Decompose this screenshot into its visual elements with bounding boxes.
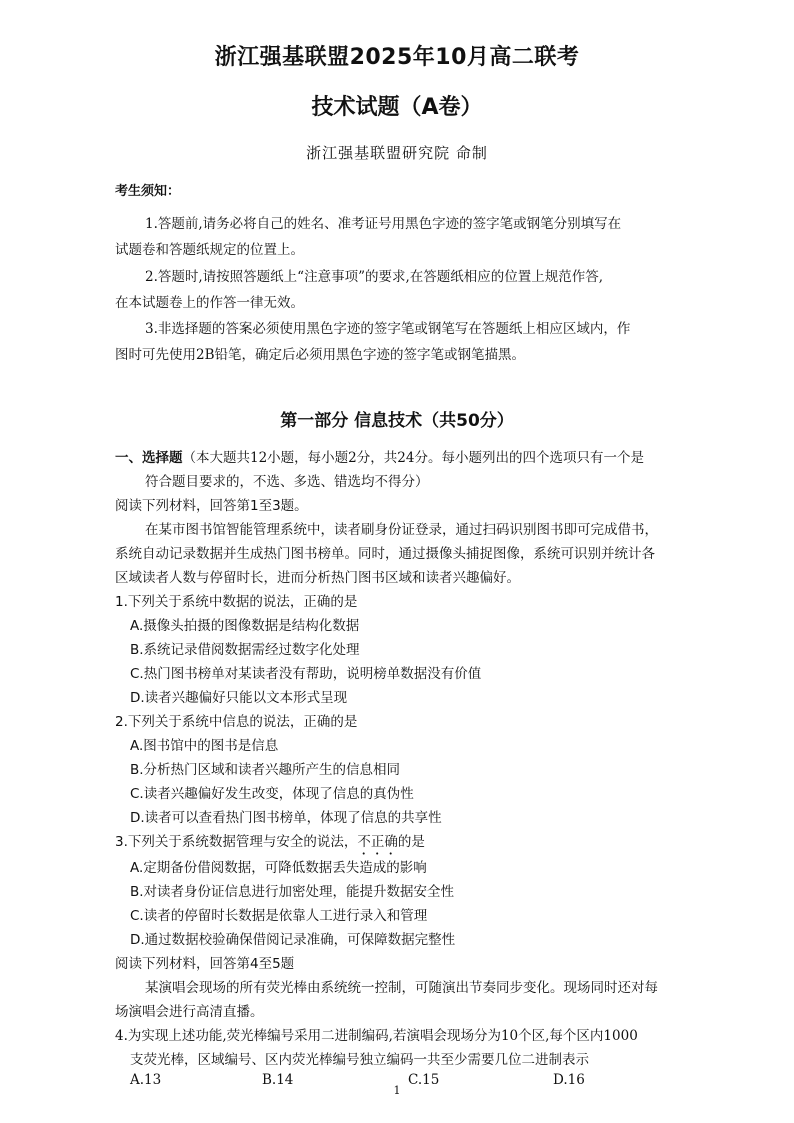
q4-option-c: C.15 <box>408 1072 440 1088</box>
q2-option-d: D.读者可以查看热门图书榜单，体现了信息的共享性 <box>130 810 442 826</box>
q4-stem: 4.为实现上述功能,荧光棒编号采用二进制编码,若演唱会现场分为10个区,每个区内1000 <box>115 1028 638 1044</box>
material1-line: 区域读者人数与停留时长，进而分析热门图书区域和读者兴趣偏好。 <box>115 570 520 586</box>
q1-option-a: A.摄像头拍摄的图像数据是结构化数据 <box>130 618 360 634</box>
q1-option-d: D.读者兴趣偏好只能以文本形式呈现 <box>130 690 348 706</box>
page-number: 1 <box>393 1084 401 1097</box>
notice-line: 图时可先使用2B铅笔，确定后必须用黑色字迹的签字笔或钢笔描黑。 <box>115 347 526 363</box>
q3-stem-pre: 3.下列关于系统数据管理与安全的说法， <box>115 834 358 850</box>
material2-intro: 阅读下列材料，回答第4至5题 <box>115 956 295 972</box>
material2-line: 场演唱会进行高清直播。 <box>115 1004 264 1020</box>
q4-option-d: D.16 <box>553 1072 585 1088</box>
part1-heading: 一、选择题 <box>115 450 183 466</box>
part1-heading-line <box>115 446 644 466</box>
q2-option-a: A.图书馆中的图书是信息 <box>130 738 279 754</box>
notice-line: 2.答题时,请按照答题纸上“注意事项”的要求,在答题纸相应的位置上规范作答, <box>145 269 604 285</box>
q4-option-a: A.13 <box>130 1072 162 1088</box>
q3-stem-emphasis: 不正确 <box>357 834 398 850</box>
q3-option-c: C.读者的停留时长数据是依靠人工进行录入和管理 <box>130 908 428 924</box>
q2-option-b: B.分析热门区域和读者兴趣所产生的信息相同 <box>130 762 401 778</box>
material1-line: 系统自动记录数据并生成热门图书榜单。同时，通过摄像头捕捉图像，系统可识别并统计各 <box>115 546 655 562</box>
q1-option-c: C.热门图书榜单对某读者没有帮助，说明榜单数据没有价值 <box>130 666 482 682</box>
notice-heading: 考生须知： <box>115 184 181 199</box>
notice-line: 试题卷和答题纸规定的位置上。 <box>115 242 304 258</box>
q1-stem: 1.下列关于系统中数据的说法，正确的是 <box>115 594 358 610</box>
q2-option-c: C.读者兴趣偏好发生改变，体现了信息的真伪性 <box>130 786 414 802</box>
q4-stem-cont: 支荧光棒，区域编号、区内荧光棒编号独立编码一共至少需要几位二进制表示 <box>130 1052 589 1068</box>
q1-option-b: B.系统记录借阅数据需经过数字化处理 <box>130 642 360 658</box>
q3-option-a: A.定期备份借阅数据，可降低数据丢失造成的影响 <box>130 860 427 876</box>
material2-line: 某演唱会现场的所有荧光棒由系统统一控制，可随演出节奏同步变化。现场同时还对每 <box>145 980 658 996</box>
q3-stem <box>115 830 425 858</box>
notice-line: 在本试题卷上的作答一律无效。 <box>115 295 304 311</box>
notice-line: 3.非选择题的答案必须使用黑色字迹的签字笔或钢笔写在答题纸上相应区域内，作 <box>145 321 631 337</box>
material1-intro: 阅读下列材料，回答第1至3题。 <box>115 498 308 514</box>
section-title: 第一部分 信息技术（共50分） <box>280 411 514 431</box>
q2-stem: 2.下列关于系统中信息的说法，正确的是 <box>115 714 358 730</box>
exam-title: 浙江强基联盟2025年10月高二联考 <box>214 45 580 70</box>
q4-option-b: B.14 <box>262 1072 294 1088</box>
material1-line: 在某市图书馆智能管理系统中，读者刷身份证登录，通过扫码识别图书即可完成借书， <box>145 522 658 538</box>
q3-stem-post: 的是 <box>397 834 425 850</box>
exam-subtitle: 技术试题（A卷） <box>311 95 483 120</box>
q3-option-b: B.对读者身份证信息进行加密处理，能提升数据安全性 <box>130 884 455 900</box>
q3-option-d: D.通过数据校验确保借阅记录准确，可保障数据完整性 <box>130 932 456 948</box>
exam-author: 浙江强基联盟研究院 命制 <box>306 144 488 162</box>
part1-instructions-cont: 符合题目要求的，不选、多选、错选均不得分） <box>145 474 429 490</box>
notice-line: 1.答题前,请务必将自己的姓名、准考证号用黑色字迹的签字笔或钢笔分别填写在 <box>145 216 622 232</box>
part1-instructions: （本大题共12小题，每小题2分，共24分。每小题列出的四个选项只有一个是 <box>182 450 644 466</box>
